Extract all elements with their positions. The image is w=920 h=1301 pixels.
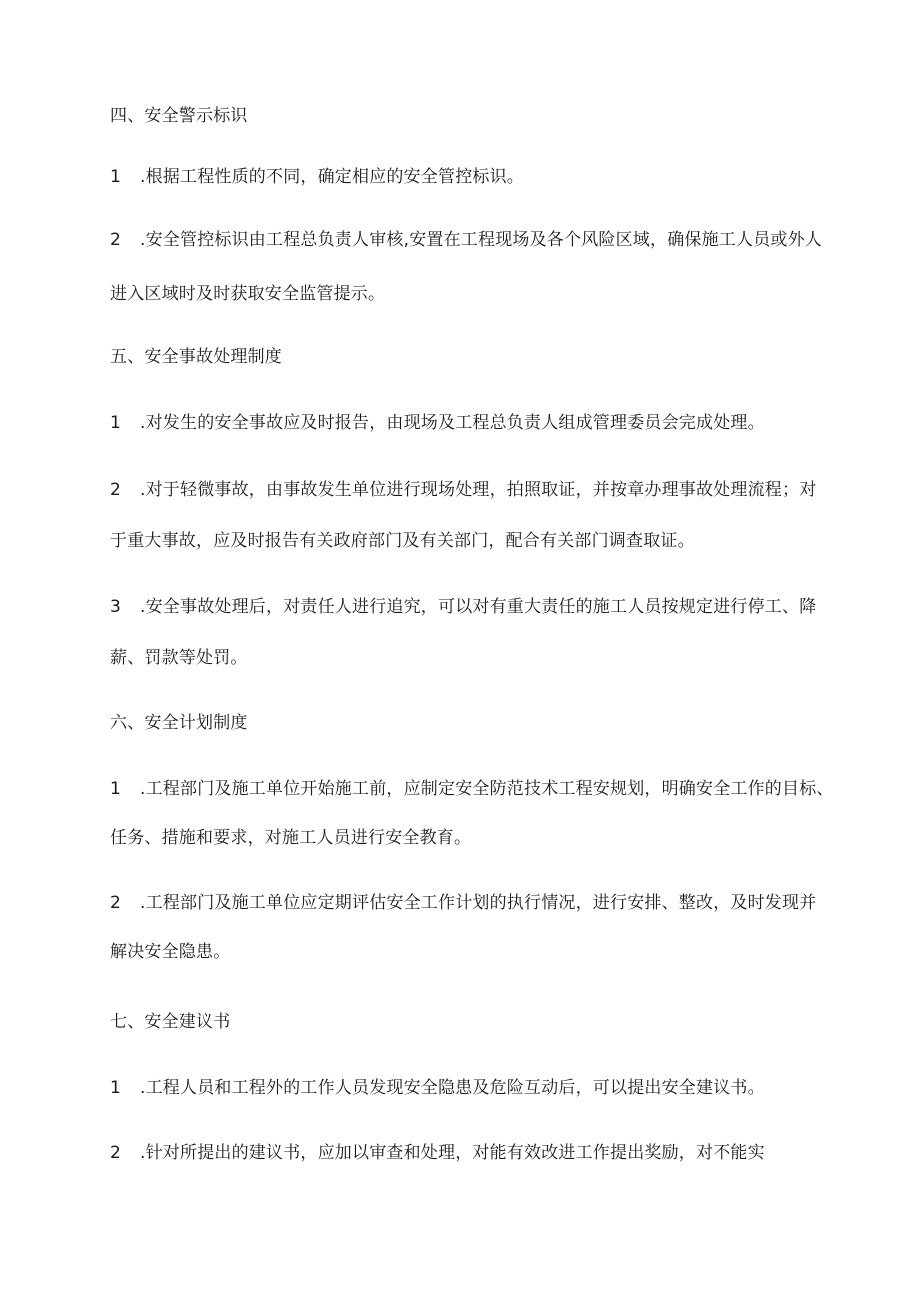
item-number: 1 bbox=[110, 779, 122, 799]
section-heading: 五、安全事故处理制度 bbox=[110, 347, 282, 367]
list-item bbox=[110, 777, 834, 801]
item-text: .针对所提出的建议书，应加以审查和处理，对能有效改进工作提出奖励，对不能实 bbox=[140, 1143, 765, 1163]
item-number: 1 bbox=[110, 167, 122, 187]
item-number: 2 bbox=[110, 230, 122, 250]
item-text: .根据工程性质的不同，确定相应的安全管控标识。 bbox=[140, 167, 525, 187]
item-text: .工程人员和工程外的工作人员发现安全隐患及危险互动后，可以提出安全建议书。 bbox=[140, 1078, 765, 1098]
section-heading: 七、安全建议书 bbox=[110, 1012, 231, 1032]
item-number: 1 bbox=[110, 413, 122, 433]
list-item bbox=[110, 165, 822, 189]
item-text: .工程部门及施工单位应定期评估安全工作计划的执行情况，进行安排、整改，及时发现并 bbox=[140, 893, 817, 913]
item-continuation: 薪、罚款等处罚。 bbox=[110, 648, 248, 668]
item-text: .安全事故处理后，对责任人进行追究，可以对有重大责任的施工人员按规定进行停工、降 bbox=[140, 597, 817, 617]
section-heading: 六、安全计划制度 bbox=[110, 713, 248, 733]
item-text: .工程部门及施工单位开始施工前，应制定安全防范技术工程安规划，明确安全工作的目标、 bbox=[140, 779, 834, 799]
item-continuation: 于重大事故，应及时报告有关政府部门及有关部门，配合有关部门调查取证。 bbox=[110, 531, 695, 551]
item-text: .对于轻微事故，由事故发生单位进行现场处理，拍照取证，并按章办理事故处理流程；对 bbox=[140, 480, 817, 500]
item-continuation: 解决安全隐患。 bbox=[110, 942, 231, 962]
list-item bbox=[110, 411, 822, 435]
section-heading: 四、安全警示标识 bbox=[110, 106, 248, 126]
item-number: 2 bbox=[110, 893, 122, 913]
item-continuation: 任务、措施和要求，对施工人员进行安全教育。 bbox=[110, 828, 472, 848]
item-number: 2 bbox=[110, 1143, 122, 1163]
list-item bbox=[110, 228, 822, 252]
list-item bbox=[110, 478, 822, 502]
item-number: 2 bbox=[110, 480, 122, 500]
list-item bbox=[110, 595, 822, 619]
item-text: .对发生的安全事故应及时报告，由现场及工程总负责人组成管理委员会完成处理。 bbox=[140, 413, 765, 433]
list-item bbox=[110, 1076, 822, 1100]
item-continuation: 进入区域时及时获取安全监管提示。 bbox=[110, 284, 386, 304]
item-text: .安全管控标识由工程总负责人审核,安置在工程现场及各个风险区域，确保施工人员或外人 bbox=[140, 230, 823, 250]
item-number: 1 bbox=[110, 1078, 122, 1098]
list-item bbox=[110, 891, 822, 915]
list-item bbox=[110, 1141, 822, 1165]
item-number: 3 bbox=[110, 597, 122, 617]
